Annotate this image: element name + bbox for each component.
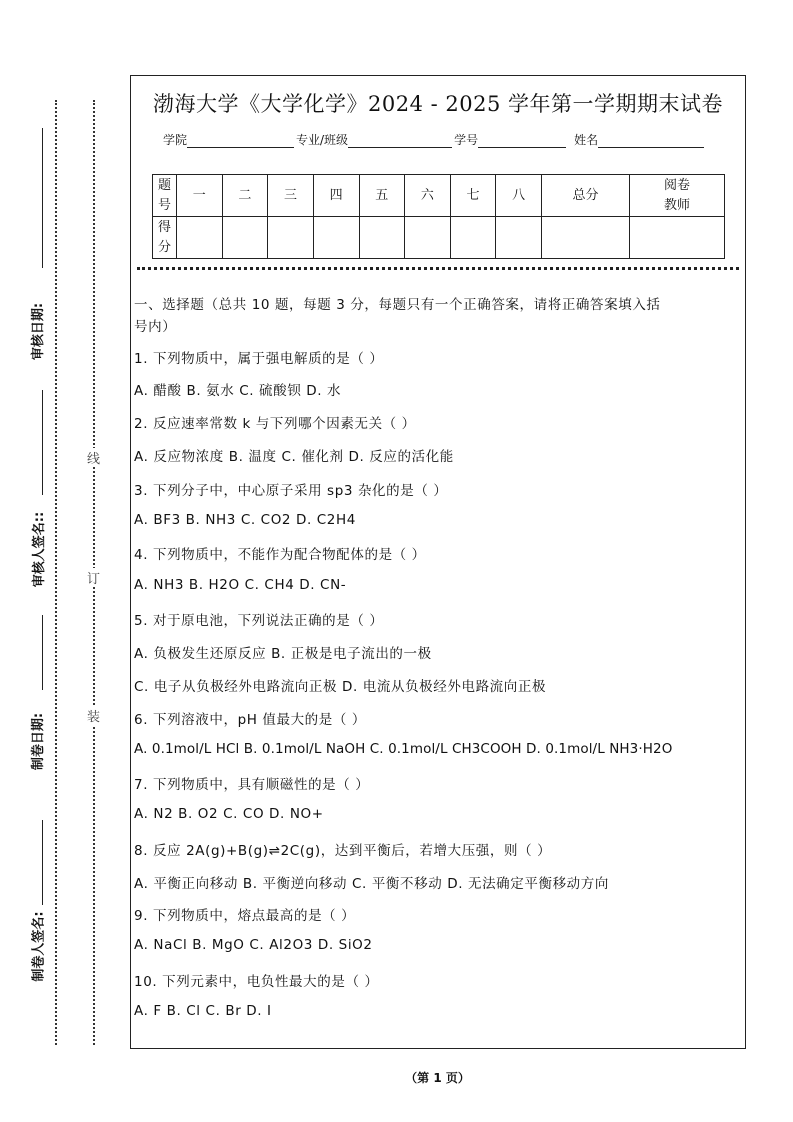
- maker-sign-line: [42, 820, 43, 905]
- question-text: 2. 反应速率常数 k 与下列哪个因素无关（ ）: [134, 416, 416, 432]
- score-cell[interactable]: [542, 217, 630, 259]
- header-cell: 六: [405, 175, 451, 217]
- table-row: [153, 175, 725, 217]
- score-cell[interactable]: [496, 217, 542, 259]
- review-date-line: [42, 128, 43, 268]
- answer-options: A. BF3 B. NH3 C. CO2 D. C2H4: [134, 512, 356, 528]
- header-cell: 八: [496, 175, 542, 217]
- make-date-label: 制卷日期:: [31, 712, 47, 771]
- student-id-field[interactable]: [478, 134, 566, 148]
- score-table: [152, 174, 725, 259]
- page-footer: （第 1 页）: [405, 1071, 470, 1085]
- header-cell: 一: [177, 175, 223, 217]
- reviewer-sign-label: 审核人签名::: [32, 511, 48, 588]
- header-cell: 三: [268, 175, 314, 217]
- question-text: 8. 反应 2A(g)+B(g)⇌2C(g)，达到平衡后，若增大压强，则（ ）: [134, 843, 552, 859]
- section-heading: 号内）: [134, 319, 177, 335]
- score-cell[interactable]: [222, 217, 268, 259]
- question-text: 3. 下列分子中，中心原子采用 sp3 杂化的是（ ）: [134, 483, 448, 499]
- student-info: [163, 131, 706, 148]
- header-cell: 七: [450, 175, 496, 217]
- header-cell: 四: [313, 175, 359, 217]
- header-cell: 阅卷教师: [630, 175, 725, 217]
- question-text: 4. 下列物质中，不能作为配合物配体的是（ ）: [134, 547, 426, 563]
- score-cell[interactable]: [177, 217, 223, 259]
- name-label: 姓名: [574, 133, 599, 147]
- section-heading: 一、选择题（总共 10 题，每题 3 分，每题只有一个正确答案，请将正确答案填入括: [134, 297, 661, 313]
- score-cell[interactable]: [313, 217, 359, 259]
- major-label: 专业/班级: [296, 133, 349, 147]
- binding-dotted-line-outer: [55, 100, 57, 1045]
- bind-label-ding: 订: [87, 568, 100, 587]
- header-cell: 总分: [542, 175, 630, 217]
- bind-label-line: 线: [87, 448, 100, 467]
- answer-options: A. N2 B. O2 C. CO D. NO+: [134, 806, 324, 822]
- question-text: 9. 下列物质中，熔点最高的是（ ）: [134, 908, 356, 924]
- college-label: 学院: [163, 133, 188, 147]
- table-row: [153, 217, 725, 259]
- answer-options: A. 醋酸 B. 氨水 C. 硫酸钡 D. 水: [134, 383, 342, 399]
- question-text: 5. 对于原电池，下列说法正确的是（ ）: [134, 613, 384, 629]
- header-cell: 五: [359, 175, 405, 217]
- reviewer-sign-line: [42, 390, 43, 495]
- college-field[interactable]: [187, 134, 294, 148]
- answer-options: A. NaCl B. MgO C. Al2O3 D. SiO2: [134, 937, 373, 953]
- score-cell[interactable]: [450, 217, 496, 259]
- maker-sign-label: 制卷人签名:: [31, 911, 47, 982]
- exam-title: 渤海大学《大学化学》2024 - 2025 学年第一学期期末试卷: [152, 92, 723, 116]
- question-text: 6. 下列溶液中，pH 值最大的是（ ）: [134, 712, 366, 728]
- question-text: 7. 下列物质中，具有顺磁性的是（ ）: [134, 777, 370, 793]
- header-cell: 二: [222, 175, 268, 217]
- major-field[interactable]: [348, 134, 452, 148]
- answer-options: A. NH3 B. H2O C. CH4 D. CN-: [134, 577, 347, 593]
- student-id-label: 学号: [454, 133, 479, 147]
- score-label: 得分: [153, 217, 177, 259]
- question-text: 1. 下列物质中，属于强电解质的是（ ）: [134, 351, 384, 367]
- answer-options: A. F B. Cl C. Br D. I: [134, 1003, 272, 1019]
- answer-options: A. 平衡正向移动 B. 平衡逆向移动 C. 平衡不移动 D. 无法确定平衡移动方向: [134, 876, 609, 892]
- score-cell[interactable]: [268, 217, 314, 259]
- score-cell[interactable]: [630, 217, 725, 259]
- name-field[interactable]: [598, 134, 704, 148]
- score-cell[interactable]: [359, 217, 405, 259]
- answer-options: C. 电子从负极经外电路流向正极 D. 电流从负极经外电路流向正极: [134, 679, 547, 695]
- make-date-line: [42, 615, 43, 690]
- header-cell: 题号: [153, 175, 177, 217]
- question-text: 10. 下列元素中，电负性最大的是（ ）: [134, 974, 379, 990]
- review-date-label: 审核日期:: [31, 302, 47, 361]
- answer-options: A. 0.1mol/L HCl B. 0.1mol/L NaOH C. 0.1mol/L CH3COOH D. 0.1mol/L NH3·H2O: [134, 741, 673, 757]
- score-cell[interactable]: [405, 217, 451, 259]
- bind-label-zhuang: 装: [87, 706, 100, 725]
- separator-dots: [137, 267, 739, 270]
- answer-options: A. 负极发生还原反应 B. 正极是电子流出的一极: [134, 646, 432, 662]
- answer-options: A. 反应物浓度 B. 温度 C. 催化剂 D. 反应的活化能: [134, 449, 454, 465]
